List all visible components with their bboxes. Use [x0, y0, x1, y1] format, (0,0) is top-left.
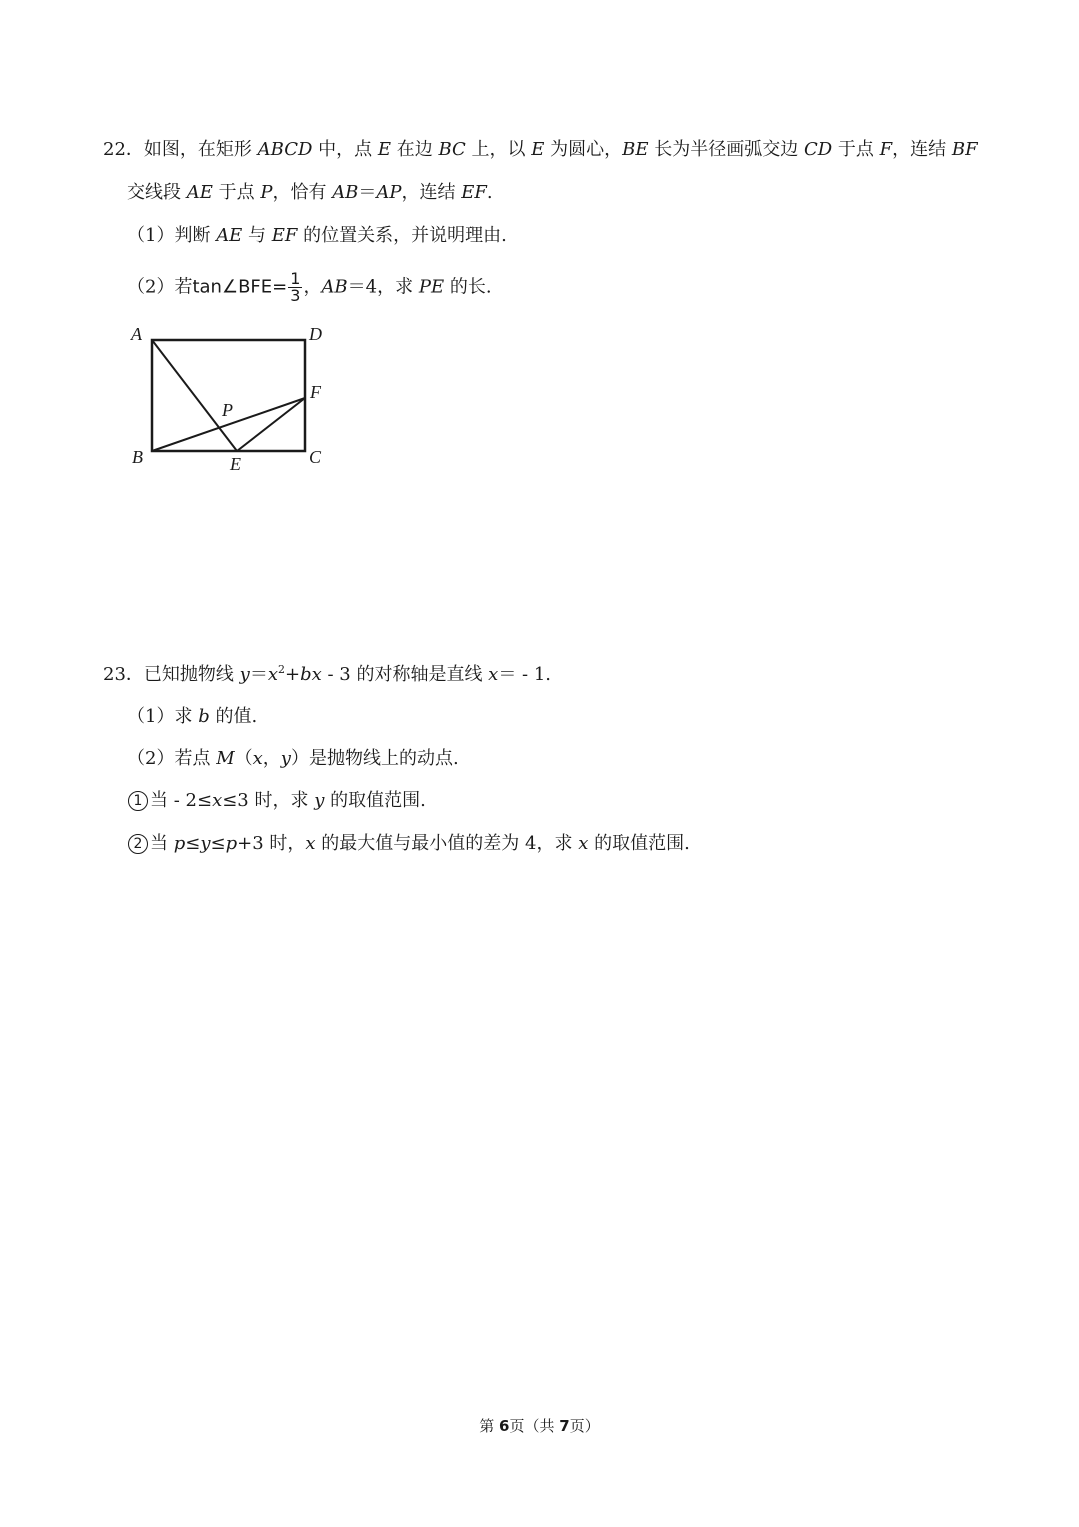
q23-number: 23．	[103, 664, 144, 685]
q23-part2: （2）若点 M（x，y）是抛物线上的动点.	[127, 748, 459, 769]
page-number: 6	[499, 1417, 510, 1435]
label-b: B	[132, 447, 143, 467]
q22-line1: 22．如图，在矩形 ABCD 中，点 E 在边 BC 上，以 E 为圆心，BE 长为半径画弧交边 CD 于点 F，连结 BF	[103, 139, 978, 160]
rectangle-abcd	[152, 340, 305, 451]
tan-expression: tan∠BFE=	[192, 276, 288, 298]
fraction-one-third: $\frac{1}{3}$	[290, 269, 301, 305]
label-c: C	[309, 447, 322, 467]
q23-subpart1: 1 当 ‐ 2≤x≤3 时，求 y 的取值范围.	[128, 789, 426, 813]
label-p: P	[222, 400, 233, 420]
q23-part1: （1）求 b 的值.	[127, 706, 258, 727]
q23-line1: 23．已知抛物线 $y=x^2+bx$ ‐ 3 的对称轴是直线 x＝ ‐ 1.	[103, 663, 552, 685]
segment-ef	[237, 398, 305, 451]
geometry-figure	[120, 318, 340, 478]
q22-part1: （1）判断 AE 与 EF 的位置关系，并说明理由.	[127, 225, 507, 246]
segment-ae	[152, 340, 237, 451]
label-f: F	[310, 382, 321, 402]
label-a: A	[131, 324, 142, 344]
q22-part2: （2）若tan∠BFE= $\frac{1}{3}$ ，AB＝4，求 PE 的长.	[127, 269, 492, 305]
q22-line2: 交线段 AE 于点 P，恰有 AB＝AP，连结 EF.	[127, 182, 493, 203]
label-e: E	[230, 454, 241, 474]
q23-subpart2: 2 当 p≤y≤p+3 时，x 的最大值与最小值的差为 4，求 x 的取值范围.	[128, 832, 690, 856]
page-footer: 第 6页（共 7页）	[479, 1417, 600, 1435]
label-d: D	[309, 324, 322, 344]
circled-number-1: 1	[128, 791, 148, 811]
q22-number: 22．	[103, 139, 144, 160]
page-total: 7	[559, 1417, 570, 1435]
circled-number-2: 2	[128, 834, 148, 854]
